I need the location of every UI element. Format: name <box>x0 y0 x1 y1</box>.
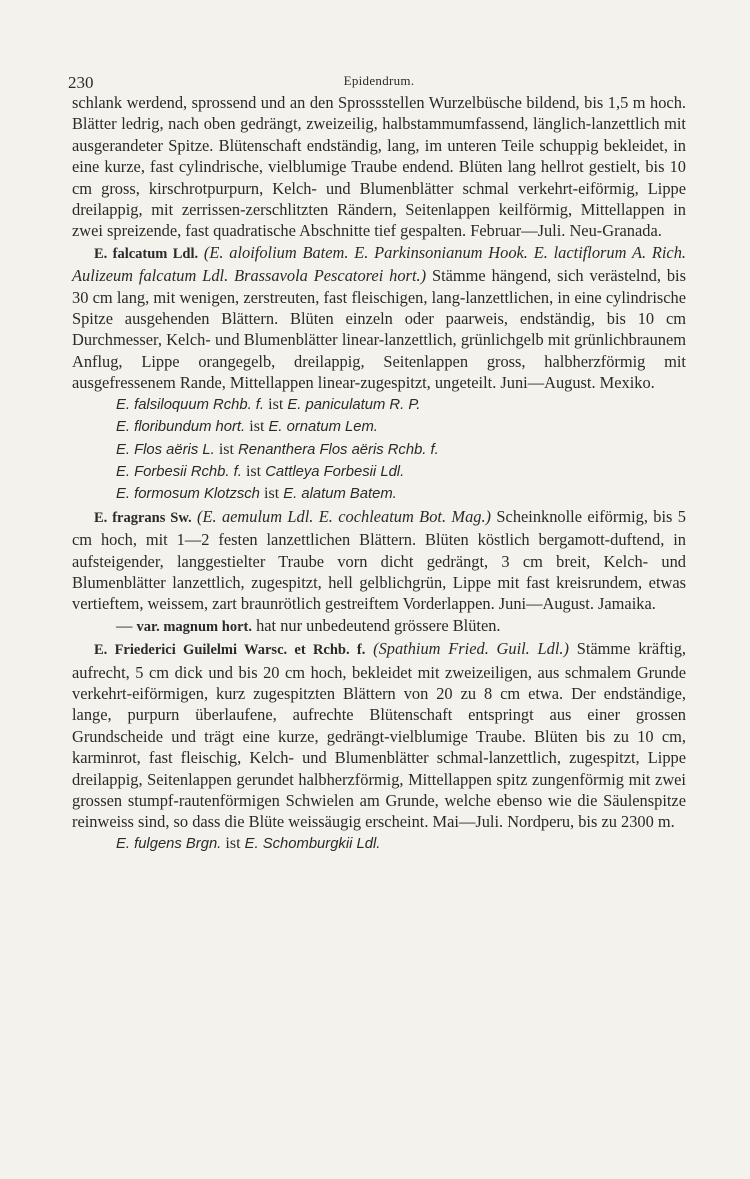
variety-dash: — <box>116 615 137 635</box>
species-synonyms: (E. aloifolium Batem. E. Parkinsonianum Hook. E. lactiflorum A. Rich. Aulizeum falcatum Ldl. Brassavola Pescatorei hort.) <box>72 242 686 286</box>
synonym-name: E. Flos aëris L. <box>116 441 215 458</box>
page-number: 230 <box>68 73 94 92</box>
document-page <box>68 66 686 855</box>
synonym-line <box>116 416 686 438</box>
running-title: Epidendrum. <box>343 73 415 88</box>
synonym-is: ist <box>245 462 262 480</box>
variety-line <box>116 615 686 638</box>
synonym-line <box>116 461 686 483</box>
species-description: Stämme kräftig, aufrecht, 5 cm dick und bis 20 cm hoch, bekleidet mit zweizeiligen, aus schmalem Grunde verkehrt-eiförmigen, kurz zugespitzten Blättern von 20 zu 8 cm etwa. Der endständige, lange, purpurn überlaufene, aufrechte Blütenschaft entspringt aus einer grossen Grundscheide und trägt eine kurze, gedrängt-vielblumige Traube. Blüten bis zu 10 cm, karminrot, fast fleischig, Kelch- und Blumenblätter schmal-lanzettlich, zugespitzt, Lippe dreilappig, Seitenlappen gerundet halbherzförmig, Mittellappen spitz zungenförmig mit zwei grossen stumpf-rautenförmigen Schwielen am Grunde, welche ebenso wie die Säulenspitze reinweiss sind, so dass die Blüte weissäugig erscheint. Mai—Juli. Nordperu, bis zu 2300 m. <box>72 639 686 832</box>
synonym-name: E. Forbesii Rchb. f. <box>116 463 242 480</box>
synonym-line <box>116 394 686 416</box>
entry-falcatum <box>72 242 686 394</box>
synonym-is: ist <box>264 485 280 503</box>
continuation-paragraph: schlank werdend, sprossend und an den Sprossstellen Wurzelbüsche bildend, bis 1,5 m hoch. Blätter ledrig, nach oben gedrängt, zweizeilig, halbstammumfassend, länglich-lanzettlich mit ausgerandeter Spitze. Blütenschaft endständig, lang, im unteren Teile schuppig bekleidet, in eine kurze, fast cylindrische, vielblumige Traube endend. Blüten lang hellrot gestielt, bis 10 cm gross, kirschrotpurpurn, Kelch- und Blumenblätter schmal verkehrt-eiförmig, Lippe dreilappig, mit zerrissen-zerschlitzten Rändern, Seitenlappen keilförmig, Mittellappen in zwei spreizende, fast quadratische Abschnitte tief gespalten. Februar—Juli. Neu-Granada. <box>72 93 686 241</box>
synonym-target: E. ornatum Lem. <box>268 419 378 436</box>
synonym-target: E. alatum Batem. <box>283 486 397 503</box>
synonym-target: E. paniculatum R. P. <box>287 396 421 413</box>
species-synonyms: (E. aemulum Ldl. E. cochleatum Bot. Mag.) <box>197 506 492 526</box>
species-name: E. Friederici Guilelmi Warsc. et Rchb. f. <box>94 642 366 659</box>
synonym-target: Renanthera Flos aëris Rchb. f. <box>238 441 439 458</box>
page-header <box>68 66 686 92</box>
synonym-name: E. fulgens Brgn. <box>116 835 222 852</box>
species-synonyms: (Spathium Fried. Guil. Ldl.) <box>373 639 569 659</box>
synonym-line <box>116 483 686 505</box>
synonym-is: ist <box>249 418 265 436</box>
synonym-name: E. formosum Klotzsch <box>116 486 260 503</box>
synonym-target: E. Schomburgkii Ldl. <box>244 835 381 852</box>
synonym-line <box>116 439 686 461</box>
species-name: E. fragrans Sw. <box>94 509 192 526</box>
entry-friederici <box>72 638 686 833</box>
variety-name: var. magnum hort. <box>136 618 252 635</box>
synonym-name: E. floribundum hort. <box>116 419 246 436</box>
species-description: Scheinknolle eiförmig, bis 5 cm hoch, mit 1—2 festen lanzettlichen Blättern. Blüten köstlich bergamott-duftend, in aufsteigender, langgestielter Traube vorn dicht gedrängt, 3 cm breit, Kelch- und Blumenblätter lanzettlich, zugespitzt, hell gelblichgrün, Lippe mit fast kreisrundem, etwas vertieftem, weissem, zart braunrötlich gestreiftem Vorderlappen. Juni—August. Jamaika. <box>72 506 686 614</box>
synonym-is: ist <box>218 440 234 458</box>
synonym-target: Cattleya Forbesii Ldl. <box>265 463 405 480</box>
entry-fragrans <box>72 506 686 615</box>
synonym-is: ist <box>225 834 241 852</box>
species-name: E. falcatum Ldl. <box>94 245 199 262</box>
synonym-line-last <box>116 833 686 855</box>
synonym-list <box>72 394 686 506</box>
synonym-name: E. falsiloquum Rchb. f. <box>116 396 265 413</box>
variety-text: hat nur unbedeutend grössere Blüten. <box>251 615 501 635</box>
species-description: Stämme hängend, sich verästelnd, bis 30 cm lang, mit wenigen, zerstreuten, fast fleischigen, lang-lanzettlichen, in eine cylindrische Spitze ausgehenden Blättern. Blüten einzeln oder paarweis, endständig, bis 10 cm Durchmesser, Kelch- und Blumenblätter linear-lanzettlich, grünlichgelb mit grünlichbraunem Anflug, Lippe orangegelb, dreilappig, Seitenlappen gross, halbherzförmig mit ausgefressenem Rande, Mittellappen linear-zugespitzt, ungeteilt. Juni—August. Mexiko. <box>72 266 686 393</box>
synonym-is: ist <box>268 395 284 413</box>
